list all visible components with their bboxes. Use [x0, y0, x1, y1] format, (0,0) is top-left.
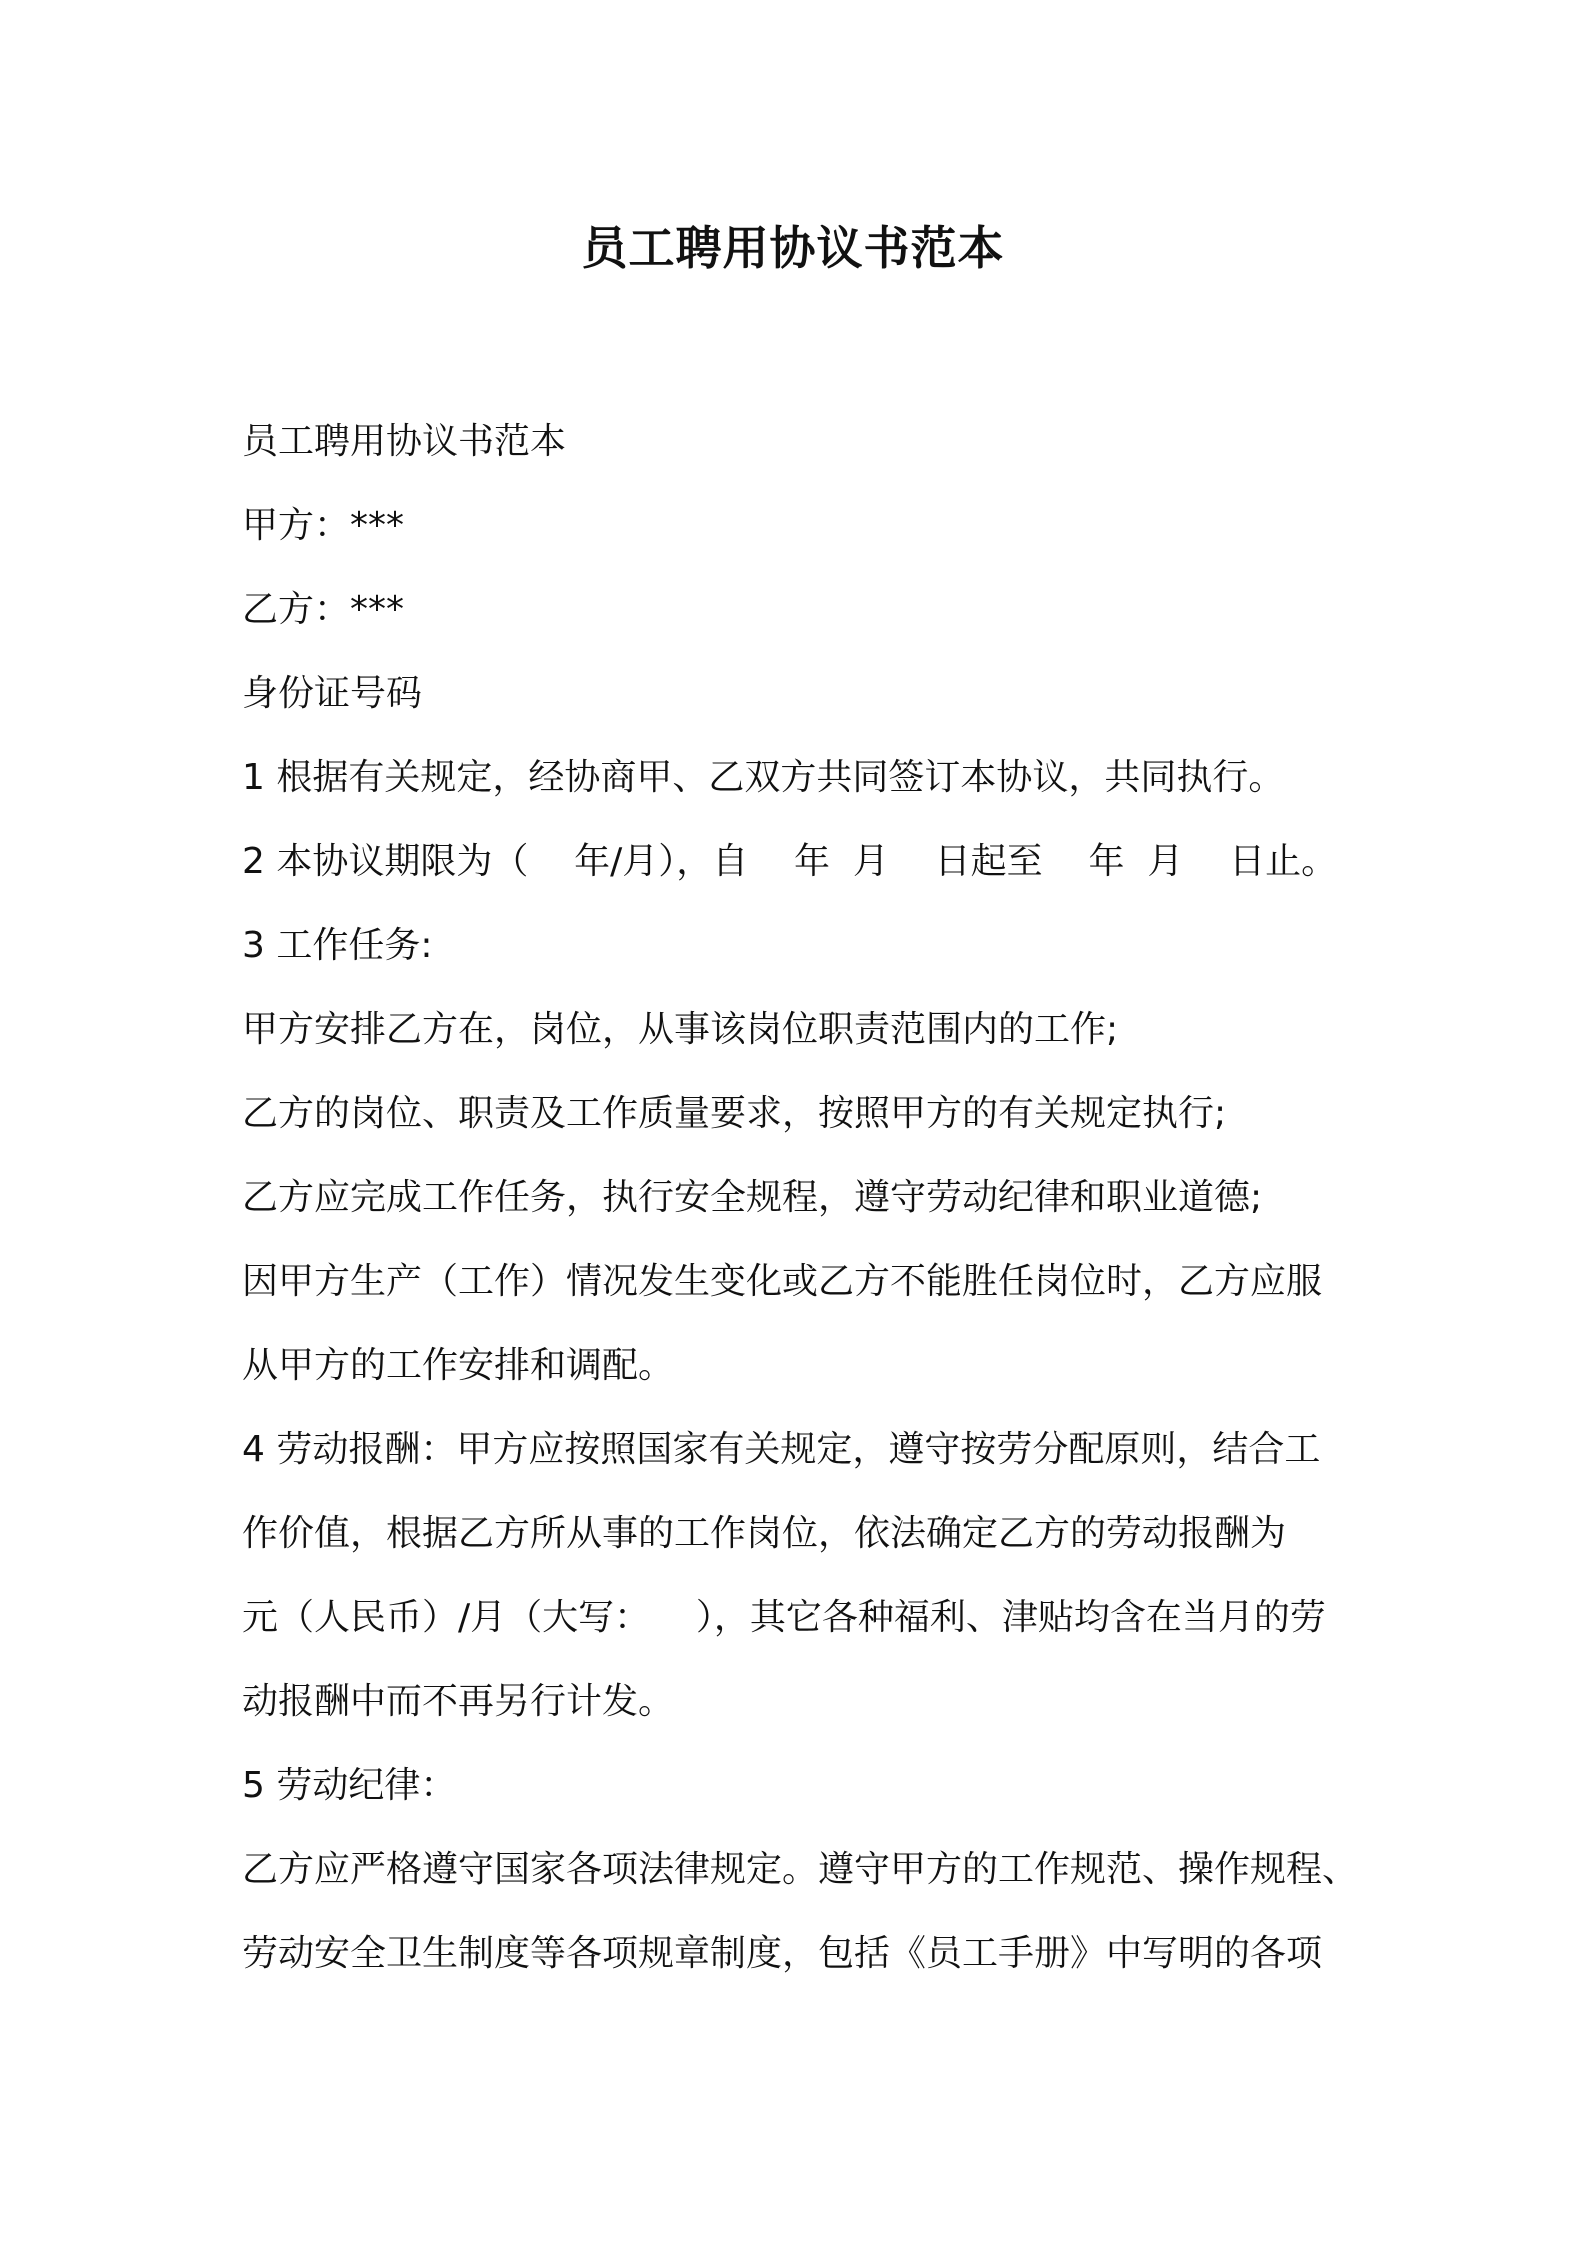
body-line-heading: 员工聘用协议书范本 [242, 421, 567, 462]
body-line-clause-3-d-cont: 从甲方的工作安排和调配。 [242, 1345, 675, 1386]
body-line-clause-4-cont-1: 作价值，根据乙方所从事的工作岗位，依法确定乙方的劳动报酬为 [242, 1513, 1287, 1554]
body-line-clause-5-a-cont: 劳动安全卫生制度等各项规章制度，包括《员工手册》中写明的各项 [242, 1933, 1323, 1974]
body-line-id-number: 身份证号码 [242, 673, 423, 714]
body-line-clause-4: 4 劳动报酬：甲方应按照国家有关规定，遵守按劳分配原则，结合工 [242, 1429, 1321, 1470]
body-line-clause-3-c: 乙方应完成工作任务，执行安全规程，遵守劳动纪律和职业道德; [242, 1177, 1263, 1218]
body-line-clause-1: 1 根据有关规定，经协商甲、乙双方共同签订本协议，共同执行。 [242, 757, 1285, 798]
body-line-clause-4-cont-2: 元（人民币）/月（大写： ），其它各种福利、津贴均含在当月的劳 [242, 1597, 1326, 1638]
document-body [242, 400, 1362, 1996]
body-line-clause-3-heading: 3 工作任务: [242, 925, 433, 966]
body-line-clause-3-a: 甲方安排乙方在，岗位，从事该岗位职责范围内的工作; [242, 1009, 1119, 1050]
body-line-party-a: 甲方：*** [242, 505, 405, 546]
body-line-clause-2: 2 本协议期限为（ 年/月），自 年 月 日起至 年 月 日止。 [242, 841, 1338, 882]
body-line-clause-4-cont-3: 动报酬中而不再另行计发。 [242, 1681, 675, 1722]
body-line-clause-5-a: 乙方应严格遵守国家各项法律规定。遵守甲方的工作规范、操作规程、 [242, 1849, 1359, 1890]
body-line-clause-5-heading: 5 劳动纪律： [242, 1765, 457, 1806]
document-title: 员工聘用协议书范本 [581, 221, 1005, 275]
body-line-clause-3-b: 乙方的岗位、职责及工作质量要求，按照甲方的有关规定执行; [242, 1093, 1227, 1134]
body-line-clause-3-d: 因甲方生产（工作）情况发生变化或乙方不能胜任岗位时，乙方应服 [242, 1261, 1323, 1302]
body-line-party-b: 乙方：*** [242, 589, 405, 630]
